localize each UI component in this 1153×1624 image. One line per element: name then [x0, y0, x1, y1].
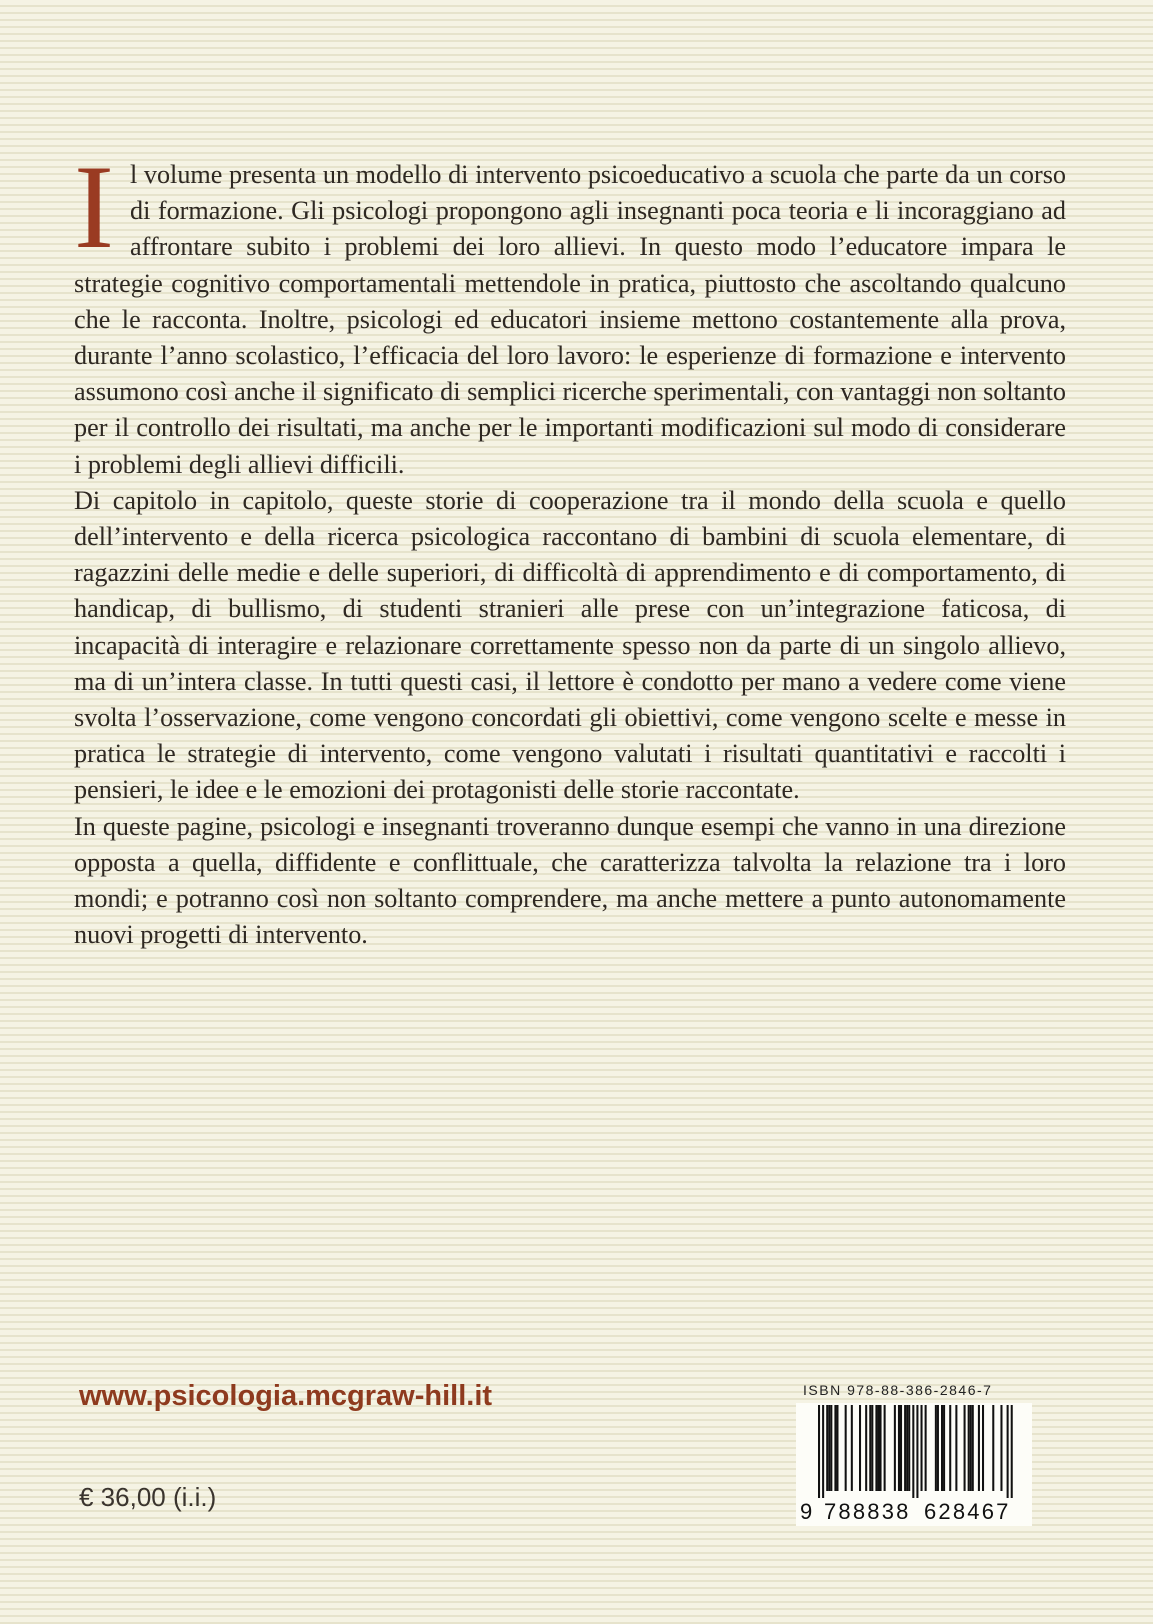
price-label: € 36,00 (i.i.): [79, 1482, 217, 1512]
barcode-bar: [935, 1405, 937, 1491]
blurb-paragraph-1-text: l volume presenta un modello di intervento psicoeducativo a scuola che parte da un corso di formazione. Gli psicologi propongono agli insegnanti poca teoria e li incoraggiano ad affrontare subito i problemi dei loro allievi. In questo modo l’educatore impara le strategie cognitivo comportamentali mettendole in pratica, piuttosto che ascoltando qualcuno che le racconta. Inoltre, psicologi ed educatori insieme mettono costantemente alla prova, durante l’anno scolastico, l’efficacia del loro lavoro: le esperienze di formazione e intervento assumono così anche il significato di semplici ricerche sperimentali, con vantaggi non soltanto per il controllo dei risultati, ma anche per le importanti modificazioni sul modo di considerare i problemi degli allievi difficili.: [74, 160, 1066, 479]
isbn-label: ISBN 978-88-386-2846-7: [803, 1382, 993, 1398]
barcode-bar: [822, 1405, 824, 1498]
barcode-bar: [904, 1405, 906, 1491]
barcode: [796, 1403, 1032, 1498]
barcode-first-digit: 9: [800, 1499, 815, 1524]
barcode-digits: [796, 1498, 1032, 1526]
barcode-bar: [968, 1405, 970, 1491]
barcode-bar: [925, 1405, 927, 1491]
barcode-bar: [921, 1405, 923, 1491]
barcode-bar: [964, 1405, 966, 1491]
barcode-bar: [826, 1405, 828, 1491]
barcode-bar: [916, 1405, 918, 1498]
barcode-bar: [859, 1405, 861, 1491]
barcode-bar: [900, 1405, 902, 1491]
barcode-right-group: 628467: [924, 1499, 1011, 1524]
barcode-bar: [941, 1405, 943, 1491]
barcode-bar: [845, 1405, 847, 1491]
barcode-bar: [906, 1405, 908, 1491]
barcode-bar: [869, 1405, 871, 1491]
barcode-bar: [1011, 1405, 1013, 1498]
barcode-bar: [894, 1405, 896, 1491]
blurb-paragraph-1: [74, 140, 1066, 483]
barcode-bar: [978, 1405, 980, 1491]
barcode-bar: [955, 1405, 957, 1491]
barcode-bar: [871, 1405, 873, 1491]
barcode-bar: [972, 1405, 974, 1491]
barcode-bar: [836, 1405, 838, 1491]
barcode-bar: [908, 1405, 910, 1491]
barcode-bar: [880, 1405, 882, 1491]
barcode-bar: [834, 1405, 836, 1491]
barcode-bar: [898, 1405, 900, 1491]
barcode-bar: [865, 1405, 867, 1491]
barcode-bar: [912, 1405, 914, 1498]
barcode-bar: [884, 1405, 886, 1491]
publisher-website[interactable]: www.psicologia.mcgraw-hill.it: [79, 1380, 493, 1412]
barcode-left-group: 788838: [824, 1499, 911, 1524]
barcode-bar: [949, 1405, 951, 1491]
barcode-bars: [796, 1403, 1032, 1498]
barcode-bar: [818, 1405, 820, 1498]
blurb-paragraph-3: In queste pagine, psicologi e insegnanti troveranno dunque esempi che vanno in una direzione opposta a quella, diffidente e conflittuale, che caratterizza talvolta la relazione tra i loro mondi; e potranno così non soltanto comprendere, ma anche mettere a punto autonomamente nuovi progetti di intervento.: [74, 811, 1066, 950]
barcode-bar: [875, 1405, 877, 1491]
drop-cap: I: [74, 140, 114, 273]
barcode-bar: [992, 1405, 994, 1491]
barcode-bar: [1000, 1405, 1002, 1491]
barcode-bar: [943, 1405, 945, 1491]
blurb-text: [74, 140, 1066, 953]
barcode-bar: [1007, 1405, 1009, 1498]
barcode-bar: [937, 1405, 939, 1491]
barcode-bar: [970, 1405, 972, 1491]
barcode-bar: [828, 1405, 830, 1491]
blurb-paragraph-2: Di capitolo in capitolo, queste storie di cooperazione tra il mondo della scuola e quello dell’intervento e della ricerca psicologica raccontano di bambini di scuola elementare, di ragazzini delle medie e delle superiori, di difficoltà di apprendimento e di comportamento, di handicap, di bullismo, di studenti stranieri alle prese con un’integrazione faticosa, di incapacità di interagire e relazionare correttamente spesso non da parte di un singolo allievo, ma di un’intera classe. In tutti questi casi, il lettore è condotto per mano a vedere come viene svolta l’osservazione, come vengono concordati gli obiettivi, come vengono scelte e messe in pratica le strategie di intervento, come vengono valutati i risultati quantitativi e raccolti i pensieri, le idee e le emozioni dei protagonisti delle storie raccontate.: [74, 485, 1066, 805]
barcode-bar: [851, 1405, 853, 1491]
barcode-bar: [830, 1405, 832, 1491]
barcode-bar: [877, 1405, 879, 1491]
barcode-bar: [982, 1405, 984, 1491]
